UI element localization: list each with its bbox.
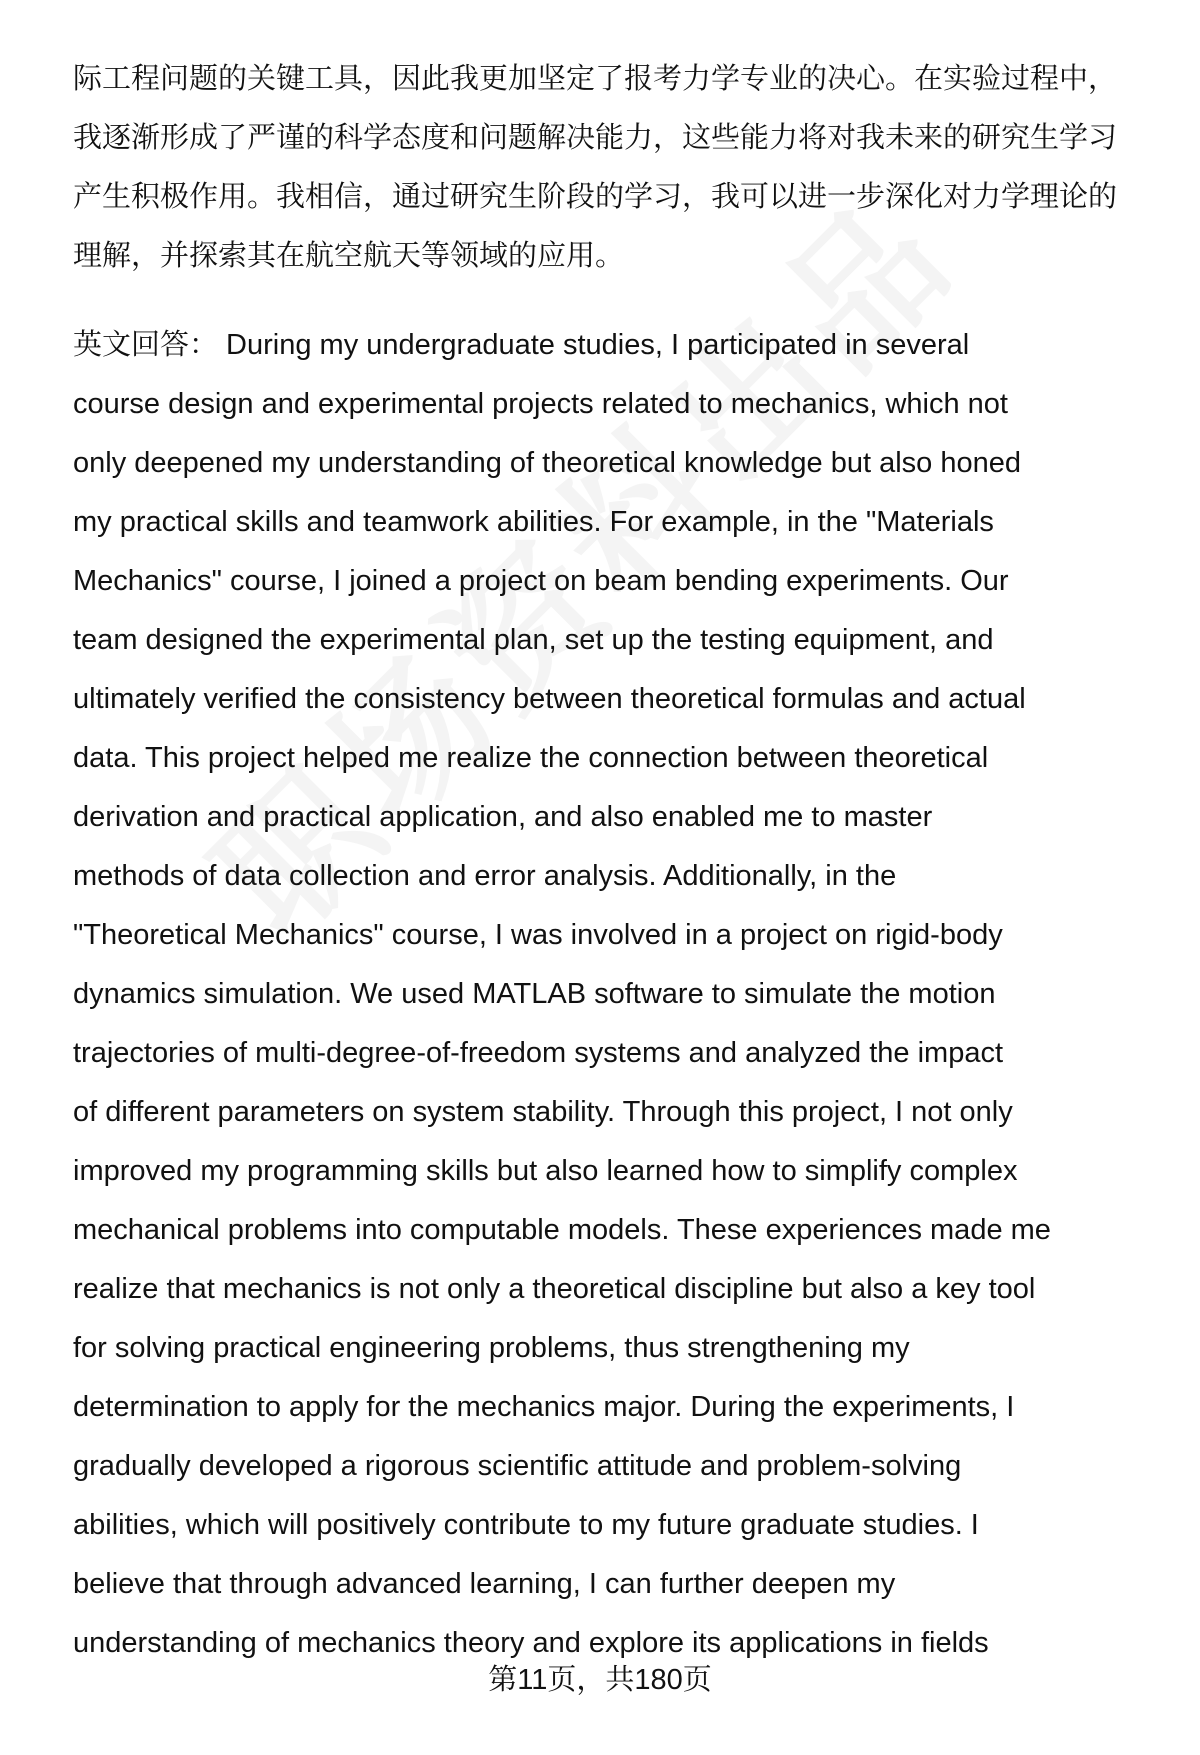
chinese-text-line: 我逐渐形成了严谨的科学态度和问题解决能力，这些能力将对我未来的研究生学习 — [73, 122, 1118, 154]
english-text-line: dynamics simulation. We used MATLAB software to simulate the motion — [73, 978, 996, 1010]
english-text-line: course design and experimental projects related to mechanics, which not — [73, 388, 1008, 420]
page-number: 第11页，共180页 — [488, 1664, 712, 1696]
english-text-line: only deepened my understanding of theoretical knowledge but also honed — [73, 447, 1022, 479]
english-text-line: realize that mechanics is not only a theoretical discipline but also a key tool — [73, 1273, 1036, 1305]
chinese-text-line: 际工程问题的关键工具，因此我更加坚定了报考力学专业的决心。在实验过程中， — [73, 63, 1118, 95]
english-text-line: believe that through advanced learning, I can further deepen my — [73, 1568, 896, 1600]
english-text-line: "Theoretical Mechanics" course, I was involved in a project on rigid-body — [73, 919, 1003, 951]
english-text-line: my practical skills and teamwork abilities. For example, in the "Materials — [73, 506, 994, 538]
english-text-line: ultimately verified the consistency between theoretical formulas and actual — [73, 683, 1026, 715]
english-text-line: of different parameters on system stability. Through this project, I not only — [73, 1096, 1013, 1128]
english-text-line: Mechanics" course, I joined a project on beam bending experiments. Our — [73, 565, 1009, 597]
english-text-line: 英文回答： During my undergraduate studies, I participated in several — [73, 329, 970, 361]
english-text-line: determination to apply for the mechanics major. During the experiments, I — [73, 1391, 1015, 1423]
english-text-line: for solving practical engineering problems, thus strengthening my — [73, 1332, 910, 1364]
english-text-line: methods of data collection and error analysis. Additionally, in the — [73, 860, 897, 892]
english-text-line: team designed the experimental plan, set up the testing equipment, and — [73, 624, 994, 656]
english-text-line: mechanical problems into computable models. These experiences made me — [73, 1214, 1051, 1246]
english-text-line: data. This project helped me realize the connection between theoretical — [73, 742, 989, 774]
english-text-line: improved my programming skills but also learned how to simplify complex — [73, 1155, 1018, 1187]
english-text-line: gradually developed a rigorous scientific attitude and problem-solving — [73, 1450, 962, 1482]
english-text-line: trajectories of multi-degree-of-freedom systems and analyzed the impact — [73, 1037, 1004, 1069]
chinese-text-line: 产生积极作用。我相信，通过研究生阶段的学习，我可以进一步深化对力学理论的 — [73, 181, 1118, 213]
english-text-line: understanding of mechanics theory and explore its applications in fields — [73, 1627, 989, 1659]
chinese-text-line: 理解，并探索其在航空航天等领域的应用。 — [73, 240, 625, 272]
english-text-line: derivation and practical application, and also enabled me to master — [73, 801, 933, 833]
english-text-line: abilities, which will positively contribute to my future graduate studies. I — [73, 1509, 979, 1541]
